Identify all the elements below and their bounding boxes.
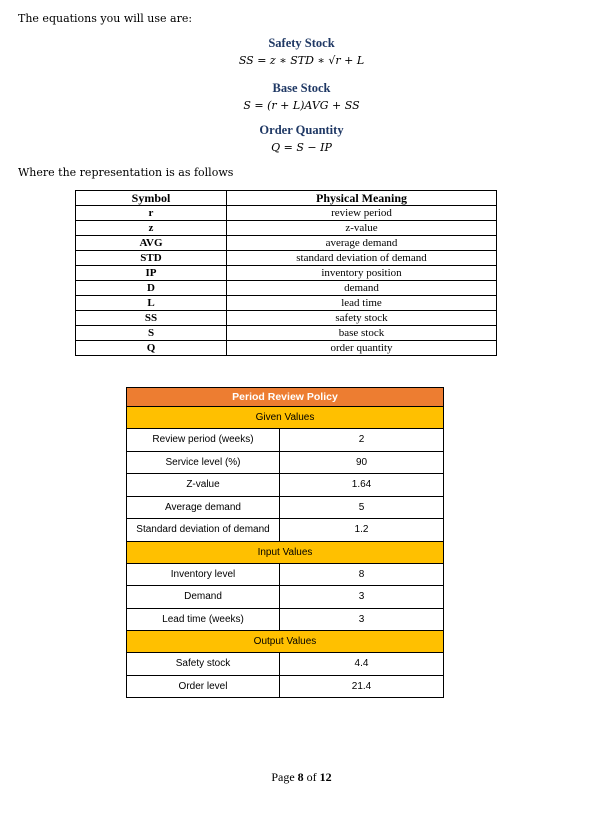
- table-row: [76, 221, 497, 236]
- row-label: Average demand: [127, 496, 280, 519]
- symbol-cell: IP: [76, 266, 227, 281]
- meaning-cell: review period: [227, 206, 497, 221]
- where-text: Where the representation is as follows: [18, 166, 234, 179]
- input-values-header: Input Values: [127, 541, 444, 563]
- table-header-row: [76, 191, 497, 206]
- table-row: [76, 311, 497, 326]
- row-value: 90: [280, 451, 444, 474]
- meaning-cell: safety stock: [227, 311, 497, 326]
- equation-formula: S = (r + L)AVG + SS: [243, 99, 360, 112]
- symbol-cell: r: [76, 206, 227, 221]
- period-review-policy-table: [126, 387, 444, 698]
- output-values-header: Output Values: [127, 631, 444, 653]
- row-value: 8: [280, 563, 444, 586]
- row-label: Demand: [127, 586, 280, 609]
- policy-title: Period Review Policy: [127, 388, 444, 407]
- equation-title: Base Stock: [272, 81, 331, 95]
- row-value: 21.4: [280, 675, 444, 698]
- symbol-cell: L: [76, 296, 227, 311]
- page-of: of: [303, 770, 320, 784]
- order-quantity-equation: [0, 123, 603, 154]
- table-row: [76, 251, 497, 266]
- page-footer: [0, 770, 603, 785]
- row-value: 2: [280, 429, 444, 452]
- table-row: [127, 653, 444, 676]
- row-label: Safety stock: [127, 653, 280, 676]
- row-label: Standard deviation of demand: [127, 519, 280, 542]
- meaning-cell: order quantity: [227, 341, 497, 356]
- table-row: [127, 429, 444, 452]
- table-row: [127, 563, 444, 586]
- meaning-cell: average demand: [227, 236, 497, 251]
- equation-formula: Q = S − IP: [271, 141, 332, 154]
- meaning-cell: lead time: [227, 296, 497, 311]
- symbol-cell: D: [76, 281, 227, 296]
- meaning-cell: z-value: [227, 221, 497, 236]
- row-label: Inventory level: [127, 563, 280, 586]
- table-row: [127, 451, 444, 474]
- equation-title: Safety Stock: [268, 36, 335, 50]
- row-label: Order level: [127, 675, 280, 698]
- row-value: 3: [280, 586, 444, 609]
- table-row: [76, 326, 497, 341]
- row-value: 4.4: [280, 653, 444, 676]
- table-row: [76, 266, 497, 281]
- column-header: Physical Meaning: [227, 191, 497, 206]
- page-prefix: Page: [271, 770, 298, 784]
- table-row: [127, 474, 444, 497]
- symbol-cell: SS: [76, 311, 227, 326]
- meaning-cell: standard deviation of demand: [227, 251, 497, 266]
- table-row: [76, 206, 497, 221]
- table-row: [76, 236, 497, 251]
- table-row: [127, 519, 444, 542]
- given-values-header: Given Values: [127, 407, 444, 429]
- row-label: Lead time (weeks): [127, 608, 280, 631]
- table-row: [127, 675, 444, 698]
- row-value: 1.64: [280, 474, 444, 497]
- page-number: 8: [297, 770, 304, 784]
- row-value: 3: [280, 608, 444, 631]
- table-row: [127, 608, 444, 631]
- symbol-cell: STD: [76, 251, 227, 266]
- meaning-cell: inventory position: [227, 266, 497, 281]
- column-header: Symbol: [76, 191, 227, 206]
- equation-title: Order Quantity: [259, 123, 344, 137]
- symbol-cell: z: [76, 221, 227, 236]
- meaning-cell: demand: [227, 281, 497, 296]
- table-row: [76, 296, 497, 311]
- equation-formula: SS = z ∗ STD ∗ √r + L: [238, 54, 365, 67]
- row-value: 1.2: [280, 519, 444, 542]
- row-label: Z-value: [127, 474, 280, 497]
- row-label: Review period (weeks): [127, 429, 280, 452]
- table-row: [127, 586, 444, 609]
- page-total: 12: [319, 770, 332, 784]
- row-value: 5: [280, 496, 444, 519]
- meaning-cell: base stock: [227, 326, 497, 341]
- safety-stock-equation: [0, 36, 603, 67]
- symbol-cell: S: [76, 326, 227, 341]
- symbol-table: [75, 190, 497, 356]
- base-stock-equation: [0, 81, 603, 112]
- table-row: [76, 341, 497, 356]
- symbol-cell: Q: [76, 341, 227, 356]
- table-row: [127, 496, 444, 519]
- intro-text: The equations you will use are:: [18, 12, 193, 25]
- table-row: [76, 281, 497, 296]
- symbol-cell: AVG: [76, 236, 227, 251]
- row-label: Service level (%): [127, 451, 280, 474]
